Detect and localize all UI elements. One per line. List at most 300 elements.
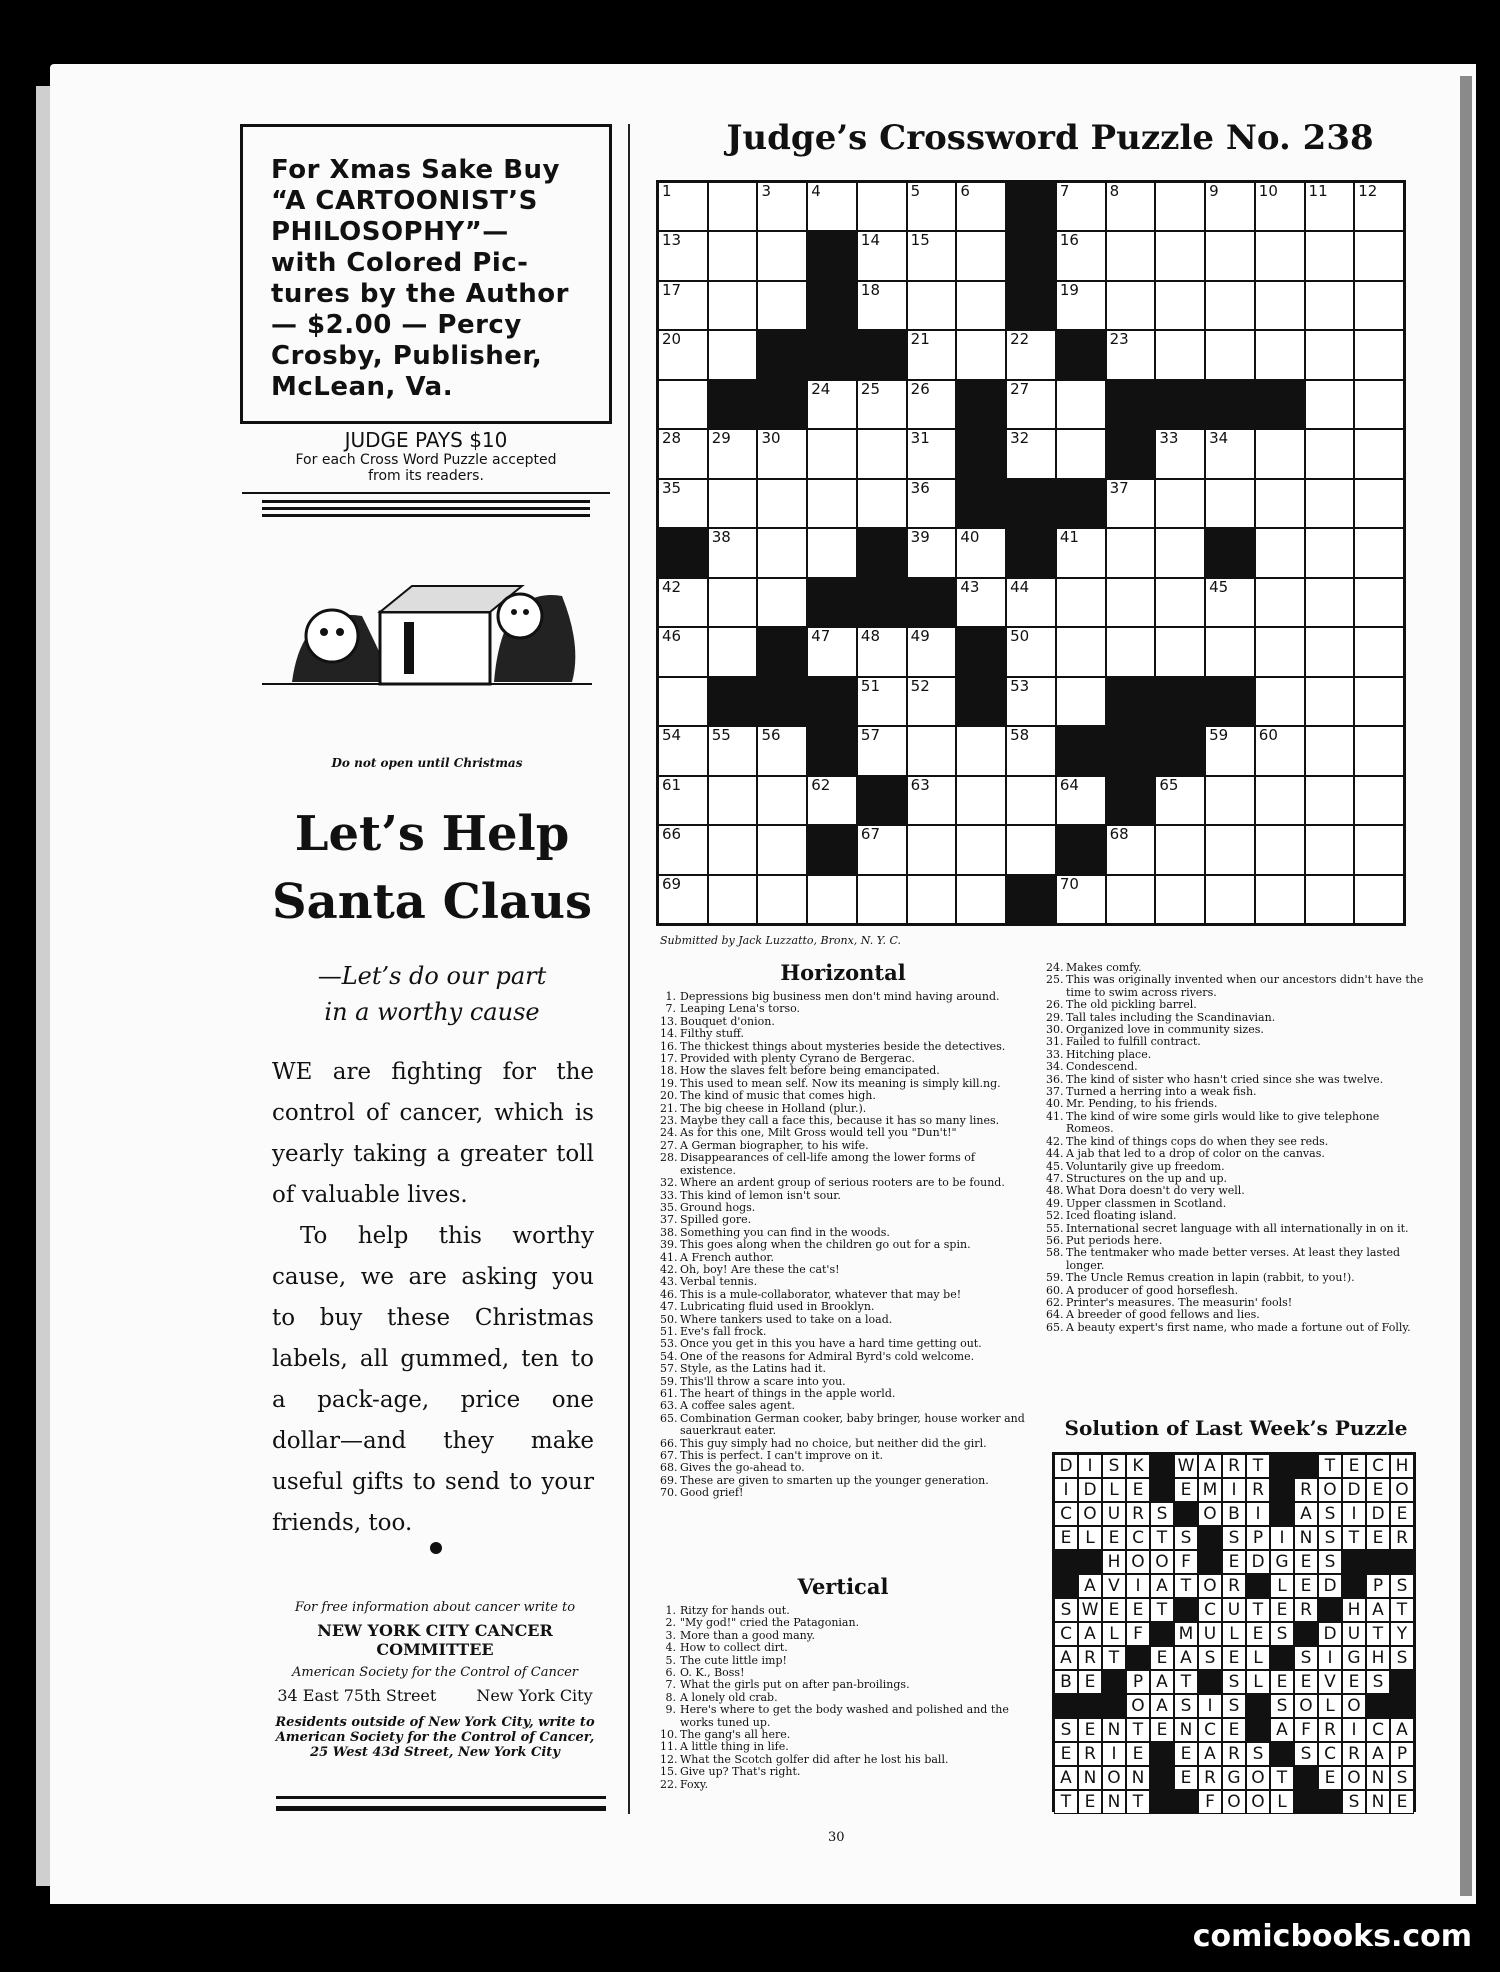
grid-cell[interactable] [907,875,957,924]
grid-cell[interactable] [1106,231,1156,280]
solution-letter: S [1270,1622,1294,1646]
grid-cell[interactable] [1106,825,1156,874]
grid-cell[interactable] [1255,330,1305,379]
grid-cell[interactable] [1255,578,1305,627]
grid-cell[interactable] [708,875,758,924]
grid-cell[interactable] [1205,479,1255,528]
clue: 2. "My god!" cried the Patagonian. [665,1616,860,1630]
grid-cell[interactable] [907,825,957,874]
grid-cell[interactable] [857,726,907,775]
grid-cell[interactable] [956,281,1006,330]
grid-cell[interactable] [658,281,708,330]
grid-cell[interactable] [1305,330,1355,379]
grid-cell[interactable] [757,479,807,528]
grid-cell[interactable] [708,627,758,676]
grid-cell[interactable] [1106,627,1156,676]
vertical-heading: Vertical [797,1574,889,1599]
grid-cell[interactable] [1255,627,1305,676]
grid-cell[interactable] [956,528,1006,577]
clue: 30. Organized love in community sizes. [1046,1023,1264,1037]
grid-cell[interactable] [1354,528,1404,577]
ad-line: — $2.00 — Percy [271,310,522,340]
solution-letter: L [1102,1622,1126,1646]
grid-cell[interactable] [1205,231,1255,280]
grid-cell[interactable] [757,825,807,874]
grid-cell[interactable] [1006,380,1056,429]
grid-cell[interactable] [757,776,807,825]
grid-cell[interactable] [658,726,708,775]
grid-cell[interactable] [1305,578,1355,627]
grid-cell[interactable] [1106,281,1156,330]
solution-letter: T [1054,1790,1078,1814]
grid-cell[interactable] [708,182,758,231]
solution-black-square [1150,1454,1174,1478]
clue: 61. The heart of things in the apple world. [660,1387,896,1400]
solution-letter: V [1102,1574,1126,1598]
solution-letter: V [1318,1670,1342,1694]
clue-number: 62 [811,775,831,794]
grid-cell[interactable] [1106,578,1156,627]
grid-cell[interactable] [658,825,708,874]
clue-number: 37 [1109,478,1129,497]
black-square [907,578,957,627]
grid-cell[interactable] [1155,429,1205,478]
grid-cell[interactable] [1205,182,1255,231]
clue: 46. This is a mule-collaborator, whatever that may be! [660,1287,962,1301]
clue-number: 54 [662,726,682,745]
grid-cell[interactable] [1255,677,1305,726]
grid-cell[interactable] [857,231,907,280]
grid-cell[interactable] [1255,726,1305,775]
solution-letter: O [1318,1478,1342,1502]
solution-letter: U [1198,1622,1222,1646]
grid-cell[interactable] [708,776,758,825]
clue: 38. Something you can find in the woods. [660,1225,890,1239]
grid-cell[interactable] [1006,825,1056,874]
grid-cell[interactable] [857,479,907,528]
grid-cell[interactable] [1205,578,1255,627]
grid-cell[interactable] [907,528,957,577]
grid-cell[interactable] [956,875,1006,924]
clue: 70. Good grief! [660,1486,744,1500]
grid-cell[interactable] [1354,182,1404,231]
solution-letter: F [1294,1718,1318,1742]
grid-cell[interactable] [857,677,907,726]
grid-cell[interactable] [807,380,857,429]
clue: 48. What Dora doesn't do very well. [1046,1184,1245,1198]
column-divider [628,124,630,1814]
grid-cell[interactable] [1056,776,1106,825]
grid-cell[interactable] [658,875,708,924]
grid-cell[interactable] [857,281,907,330]
grid-cell[interactable] [907,429,957,478]
clue-number: 35 [662,478,682,497]
grid-cell[interactable] [1056,528,1106,577]
solution-letter: O [1246,1790,1270,1814]
solution-letter: S [1294,1742,1318,1766]
grid-cell[interactable] [658,429,708,478]
solution-letter: U [1342,1622,1366,1646]
grid-cell[interactable] [1006,429,1056,478]
grid-cell[interactable] [1155,479,1205,528]
grid-cell[interactable] [1106,875,1156,924]
grid-cell[interactable] [1155,528,1205,577]
solution-letter: S [1102,1454,1126,1478]
grid-cell[interactable] [658,578,708,627]
solution-letter: U [1102,1502,1126,1526]
grid-cell[interactable] [1354,875,1404,924]
solution-letter: D [1342,1478,1366,1502]
grid-cell[interactable] [807,627,857,676]
solution-letter: E [1270,1598,1294,1622]
grid-cell[interactable] [1305,479,1355,528]
grid-cell[interactable] [708,825,758,874]
grid-cell[interactable] [1155,330,1205,379]
solution-letter: R [1222,1454,1246,1478]
grid-cell[interactable] [1354,281,1404,330]
grid-cell[interactable] [1305,875,1355,924]
grid-cell[interactable] [857,182,907,231]
grid-cell[interactable] [1155,875,1205,924]
grid-cell[interactable] [757,231,807,280]
grid-cell[interactable] [1354,231,1404,280]
grid-cell[interactable] [757,875,807,924]
grid-cell[interactable] [1354,726,1404,775]
clue: 66. This guy simply had no choice, but neither did the girl. [660,1436,987,1450]
grid-cell[interactable] [1305,776,1355,825]
grid-cell[interactable] [956,578,1006,627]
black-square [1006,231,1056,280]
solution-letter: A [1366,1598,1390,1622]
clue-number: 6 [960,182,970,200]
clue-number: 28 [662,429,682,448]
grid-cell[interactable] [1255,429,1305,478]
clue-number: 44 [1010,577,1030,596]
solution-letter: E [1174,1478,1198,1502]
black-square [1106,677,1156,726]
grid-cell[interactable] [1305,380,1355,429]
grid-cell[interactable] [708,726,758,775]
grid-cell[interactable] [658,182,708,231]
grid-cell[interactable] [658,776,708,825]
grid-cell[interactable] [1255,479,1305,528]
solution-letter: A [1174,1646,1198,1670]
clue-number: 46 [662,627,682,646]
solution-letter: E [1102,1598,1126,1622]
grid-cell[interactable] [1305,429,1355,478]
grid-cell[interactable] [1106,528,1156,577]
grid-cell[interactable] [708,231,758,280]
clue-number: 70 [1059,874,1079,893]
solution-letter: D [1078,1478,1102,1502]
solution-letter: R [1198,1766,1222,1790]
grid-cell[interactable] [1354,479,1404,528]
grid-cell[interactable] [1056,627,1106,676]
grid-cell[interactable] [757,281,807,330]
grid-cell[interactable] [956,231,1006,280]
grid-cell[interactable] [1056,429,1106,478]
solution-letter: T [1390,1598,1414,1622]
black-square [857,578,907,627]
grid-cell[interactable] [708,429,758,478]
grid-cell[interactable] [807,429,857,478]
solution-letter: T [1342,1526,1366,1550]
grid-cell[interactable] [708,479,758,528]
grid-cell[interactable] [1305,726,1355,775]
grid-cell[interactable] [1155,776,1205,825]
solution-letter: I [1246,1502,1270,1526]
grid-cell[interactable] [658,380,708,429]
grid-cell[interactable] [956,825,1006,874]
clue: 60. A producer of good horseflesh. [1046,1283,1239,1297]
puzzle-title: Judge’s Crossword Puzzle No. 238 [726,118,1374,158]
grid-cell[interactable] [1205,281,1255,330]
grid-cell[interactable] [956,182,1006,231]
grid-cell[interactable] [1255,231,1305,280]
clue: 45. Voluntarily give up freedom. [1046,1159,1225,1173]
solution-black-square [1366,1550,1390,1574]
grid-cell[interactable] [1155,231,1205,280]
grid-cell[interactable] [1205,875,1255,924]
grid-cell[interactable] [1056,182,1106,231]
clue: 68. Gives the go-ahead to. [660,1461,805,1475]
grid-cell[interactable] [1255,528,1305,577]
grid-cell[interactable] [658,330,708,379]
grid-cell[interactable] [857,627,907,676]
clue-number: 22 [1010,330,1030,349]
clue: 1. Ritzy for hands out. [665,1604,790,1617]
solution-letter: C [1198,1598,1222,1622]
grid-cell[interactable] [907,330,957,379]
grid-cell[interactable] [1006,627,1056,676]
grid-cell[interactable] [1354,627,1404,676]
solution-letter: A [1054,1646,1078,1670]
horizontal-clues-continued [1046,962,1426,1334]
solution-black-square [1078,1550,1102,1574]
grid-cell[interactable] [1056,578,1106,627]
grid-cell[interactable] [956,726,1006,775]
grid-cell[interactable] [907,182,957,231]
solution-letter: O [1342,1694,1366,1718]
grid-cell[interactable] [708,528,758,577]
grid-cell[interactable] [1006,330,1056,379]
grid-cell[interactable] [1305,677,1355,726]
black-square [708,380,758,429]
grid-cell[interactable] [1354,825,1404,874]
black-square [1056,726,1106,775]
grid-cell[interactable] [1255,825,1305,874]
clue: 32. Where an ardent group of serious rooters are to be found. [660,1176,1005,1190]
grid-cell[interactable] [1006,726,1056,775]
grid-cell[interactable] [956,330,1006,379]
solution-letter: B [1054,1670,1078,1694]
grid-cell[interactable] [907,479,957,528]
black-square [1056,479,1106,528]
solution-letter: I [1102,1742,1126,1766]
grid-cell[interactable] [1155,825,1205,874]
solution-letter: E [1054,1742,1078,1766]
clue: 59. The Uncle Remus creation in lapin (rabbit, to you!). [1046,1271,1355,1285]
clue-number: 24 [811,379,831,398]
solution-letter: N [1126,1766,1150,1790]
grid-cell[interactable] [658,627,708,676]
clue-number: 11 [1308,182,1328,200]
grid-cell[interactable] [708,578,758,627]
grid-cell[interactable] [1255,875,1305,924]
clue-number: 25 [860,379,881,398]
grid-cell[interactable] [1305,627,1355,676]
grid-cell[interactable] [1056,231,1106,280]
grid-cell[interactable] [757,182,807,231]
black-square [1255,380,1305,429]
solution-letter: T [1126,1790,1150,1814]
clue: 37. Spilled gore. [660,1213,752,1227]
grid-cell[interactable] [1205,825,1255,874]
ad-line: with Colored Pic- [271,248,529,278]
grid-cell[interactable] [658,479,708,528]
clue: 62. Printer's measures. The measurin' fools! [1046,1295,1293,1309]
grid-cell[interactable] [1106,330,1156,379]
grid-cell[interactable] [857,875,907,924]
grid-cell[interactable] [1106,182,1156,231]
grid-cell[interactable] [1155,627,1205,676]
crossword-grid [656,180,1406,926]
grid-cell[interactable] [907,380,957,429]
grid-cell[interactable] [1155,281,1205,330]
grid-cell[interactable] [658,677,708,726]
grid-cell[interactable] [1205,776,1255,825]
grid-cell[interactable] [807,528,857,577]
solution-letter: D [1246,1550,1270,1574]
clue: 19. This used to mean self. Now its meaning is simply kill.ng. [660,1076,1001,1090]
clue-number: 30 [761,429,781,448]
black-square [807,330,857,379]
grid-cell[interactable] [757,429,807,478]
solution-letter: T [1102,1646,1126,1670]
solution-letter: E [1078,1670,1102,1694]
solution-black-square [1390,1694,1414,1718]
grid-cell[interactable] [757,578,807,627]
solution-letter: R [1342,1742,1366,1766]
solution-black-square [1318,1790,1342,1814]
solution-letter: T [1366,1622,1390,1646]
solution-letter: S [1222,1526,1246,1550]
solution-letter: N [1174,1718,1198,1742]
grid-cell[interactable] [907,627,957,676]
solution-letter: F [1198,1790,1222,1814]
solution-letter: A [1270,1718,1294,1742]
solution-letter: S [1390,1574,1414,1598]
grid-cell[interactable] [757,726,807,775]
solution-black-square [1270,1478,1294,1502]
grid-cell[interactable] [1354,330,1404,379]
grid-cell[interactable] [1305,825,1355,874]
grid-cell[interactable] [757,528,807,577]
cancer-committee-info: For free information about cancer write to NEW YORK CITY CANCER COMMITTEE American Society for the Control of Cancer 34 East 75th Street New York City Residents outside of New York City, write to American Society for the Control of Cancer, 25 West 43d Street, New York City [275,1600,595,1760]
clue-number: 1 [662,182,672,200]
grid-cell[interactable] [1354,429,1404,478]
grid-cell[interactable] [907,677,957,726]
solution-letter: A [1150,1670,1174,1694]
grid-cell[interactable] [1056,281,1106,330]
grid-cell[interactable] [857,429,907,478]
grid-cell[interactable] [807,479,857,528]
grid-cell[interactable] [807,875,857,924]
grid-cell[interactable] [1305,231,1355,280]
grid-cell[interactable] [807,776,857,825]
solution-letter: A [1078,1622,1102,1646]
clue: 47. Structures on the up and up. [1046,1171,1228,1185]
solution-letter: W [1174,1454,1198,1478]
grid-cell[interactable] [1305,281,1355,330]
grid-cell[interactable] [708,281,758,330]
grid-cell[interactable] [1255,776,1305,825]
clue: 41. The kind of wire some girls would like to give telephone Romeos. [1046,1109,1380,1136]
grid-cell[interactable] [1205,429,1255,478]
solution-letter: E [1294,1550,1318,1574]
grid-cell[interactable] [1205,726,1255,775]
grid-cell[interactable] [1155,182,1205,231]
solution-letter: S [1246,1742,1270,1766]
grid-cell[interactable] [1006,776,1056,825]
solution-letter: A [1198,1454,1222,1478]
grid-cell[interactable] [1205,330,1255,379]
solution-letter: D [1366,1502,1390,1526]
grid-cell[interactable] [857,380,907,429]
grid-cell[interactable] [1354,578,1404,627]
grid-cell[interactable] [907,231,957,280]
grid-cell[interactable] [1354,380,1404,429]
judge-pays-sub2: from its readers. [368,468,484,484]
solution-black-square [1270,1454,1294,1478]
clue-number: 31 [910,429,930,448]
clue-number: 14 [860,231,881,250]
black-square [1155,380,1205,429]
grid-cell[interactable] [807,182,857,231]
grid-cell[interactable] [1205,627,1255,676]
grid-cell[interactable] [1056,875,1106,924]
grid-cell[interactable] [956,776,1006,825]
clue-number: 26 [910,379,930,398]
grid-cell[interactable] [1255,281,1305,330]
black-square [1205,380,1255,429]
grid-cell[interactable] [1006,677,1056,726]
grid-cell[interactable] [857,825,907,874]
grid-cell[interactable] [1305,182,1355,231]
solution-letter: E [1102,1526,1126,1550]
black-square [757,330,807,379]
grid-cell[interactable] [1056,677,1106,726]
solution-letter: W [1078,1598,1102,1622]
grid-cell[interactable] [1354,776,1404,825]
grid-cell[interactable] [907,726,957,775]
grid-cell[interactable] [1255,182,1305,231]
grid-cell[interactable] [1006,578,1056,627]
solution-letter: S [1366,1670,1390,1694]
clue-number: 48 [860,627,881,646]
grid-cell[interactable] [907,776,957,825]
grid-cell[interactable] [708,330,758,379]
grid-cell[interactable] [1155,578,1205,627]
grid-cell[interactable] [1056,380,1106,429]
grid-cell[interactable] [1305,528,1355,577]
grid-cell[interactable] [907,281,957,330]
solution-letter: R [1294,1478,1318,1502]
grid-cell[interactable] [658,231,708,280]
solution-letter: F [1174,1550,1198,1574]
grid-cell[interactable] [1106,479,1156,528]
grid-cell[interactable] [1354,677,1404,726]
